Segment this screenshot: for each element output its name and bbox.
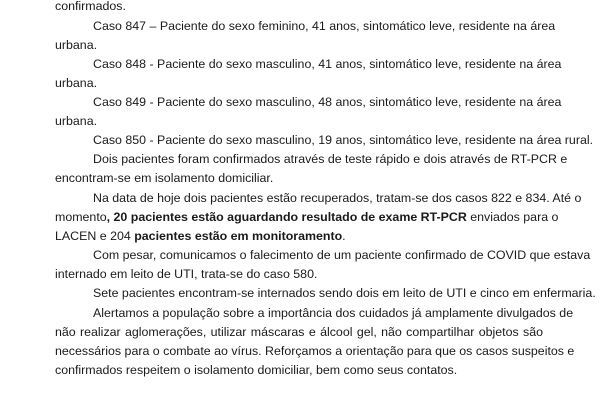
bold-segment: , 20 pacientes estão aguardando resultado de exame RT-PCR xyxy=(106,210,467,224)
text-line: urbana. xyxy=(55,38,98,52)
alert-line: Alertamos a população sobre a importância dos cuidados já amplamente divulgados de xyxy=(93,306,574,320)
death-notice-line: Com pesar, comunicamos o falecimento de um paciente confirmado de COVID que estava xyxy=(93,248,591,262)
text-segment: enviados para o xyxy=(466,210,559,224)
case-847-line: Caso 847 – Paciente do sexo feminino, 41 anos, sintomático leve, residente na área xyxy=(93,19,556,33)
text-line: encontram-se em isolamento domiciliar. xyxy=(55,171,274,185)
text-line: confirmados. xyxy=(55,0,126,13)
text-line: internado em leito de UTI, trata-se do caso 580. xyxy=(55,267,318,281)
text-segment: momento xyxy=(55,210,107,224)
text-line: urbana. xyxy=(55,76,98,90)
case-850-line: Caso 850 - Paciente do sexo masculino, 19 anos, sintomático leve, residente na área rural. xyxy=(93,133,594,147)
text-line: confirmados respeitem o isolamento domiciliar, bem como seus contatos. xyxy=(55,363,458,377)
text-line: urbana. xyxy=(55,114,98,128)
case-848-line: Caso 848 - Paciente do sexo masculino, 41 anos, sintomático leve, residente na área xyxy=(93,57,562,71)
hospitalized-line: Sete pacientes encontram-se internados sendo dois em leito de UTI e cinco em enfermaria. xyxy=(93,286,596,300)
awaiting-results-line xyxy=(55,210,559,225)
confirmation-method-line: Dois pacientes foram confirmados através de teste rápido e dois através de RT-PCR e xyxy=(93,152,568,166)
text-line: necessários para o combate ao vírus. Reforçamos a orientação para que os casos suspeitos e xyxy=(55,344,575,358)
text-segment: . xyxy=(342,229,346,243)
recovered-line: Na data de hoje dois pacientes estão recuperados, tratam-se dos casos 822 e 834. Até o xyxy=(93,191,582,205)
text-segment: LACEN e 204 xyxy=(55,229,135,243)
case-849-line: Caso 849 - Paciente do sexo masculino, 48 anos, sintomático leve, residente na área xyxy=(93,95,562,109)
text-line: não realizar aglomerações, utilizar máscaras e álcool gel, não compartilhar objetos são xyxy=(55,325,543,339)
monitoring-line xyxy=(55,229,543,244)
bold-segment: pacientes estão em monitoramento xyxy=(134,229,343,243)
